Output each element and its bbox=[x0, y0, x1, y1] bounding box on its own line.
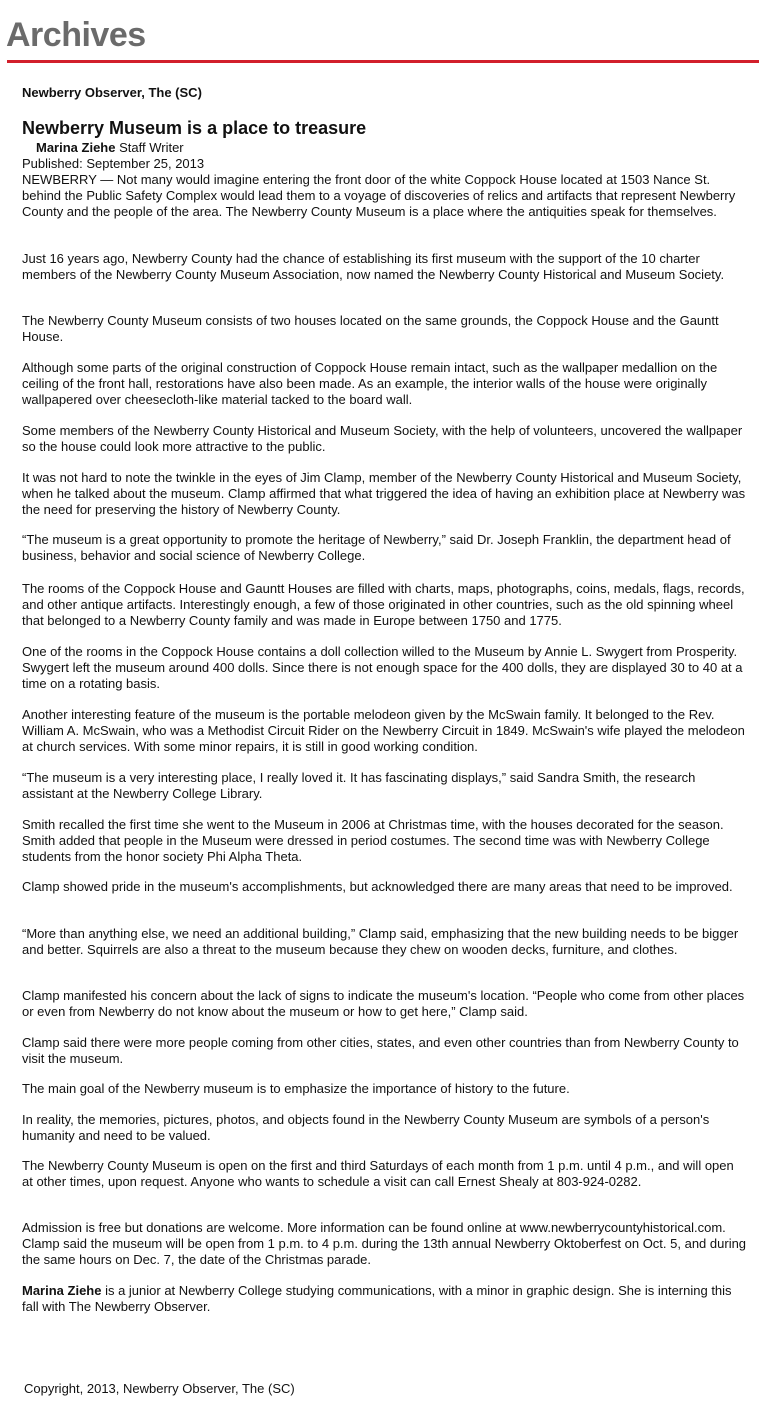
article-paragraph: Just 16 years ago, Newberry County had the chance of establishing its first museum with the support of the 10 charter members of the Newberry County Museum Association, now named the Newberry County Historical and Museum Society. bbox=[22, 251, 725, 282]
article-paragraph: “More than anything else, we need an additional building,” Clamp said, emphasizing that the new building needs to be bigger and better. Squirrels are also a threat to the museum because they chew on wooden decks, furniture, and clothes. bbox=[22, 926, 739, 957]
author-bio-text: is a junior at Newberry College studying communications, with a minor in graphic design. She is interning this fall with The Newberry Observer. bbox=[22, 1283, 732, 1314]
byline bbox=[36, 140, 184, 156]
article-paragraph: It was not hard to note the twinkle in the eyes of Jim Clamp, member of the Newberry County Historical and Museum Society, when he talked about the museum. Clamp affirmed that what triggered the idea of having an exhibition place at Newberry was the need for preserving the history of Newberry County. bbox=[22, 470, 746, 517]
article-paragraph: Smith recalled the first time she went to the Museum in 2006 at Christmas time, with the houses decorated for the season. Smith added that people in the Museum were dressed in period costumes. The second time was with Newberry College students from the honor society Phi Alpha Theta. bbox=[22, 817, 724, 864]
article-paragraph: Admission is free but donations are welcome. More information can be found online at www.newberrycountyhistorical.com. Clamp said the museum will be open from 1 p.m. to 4 p.m. during the 13th annual Newberry Oktoberfest on Oct. 5, and during the same hours on Dec. 7, the date of the Christmas parade. bbox=[22, 1220, 747, 1267]
article-paragraph: Clamp manifested his concern about the lack of signs to indicate the museum's location. “People who come from other places or even from Newberry do not know about the museum or how to get here,” Clamp said. bbox=[22, 988, 745, 1019]
copyright-notice: Copyright, 2013, Newberry Observer, The (SC) bbox=[24, 1381, 295, 1396]
article-paragraph: “The museum is a great opportunity to promote the heritage of Newberry,” said Dr. Joseph Franklin, the department head of business, behavior and social science of Newberry College. bbox=[22, 532, 731, 563]
article-paragraph: The rooms of the Coppock House and Gauntt Houses are filled with charts, maps, photographs, coins, medals, flags, records, and other antique artifacts. Interestingly enough, a few of those originated in other countries, such as the old spinning wheel that belonged to a Newberry County family and was made in Europe between 1750 and 1775. bbox=[22, 581, 745, 628]
page-header bbox=[0, 0, 759, 64]
article-paragraph: One of the rooms in the Coppock House contains a doll collection willed to the Museum by Annie L. Swygert from Prosperity. Swygert left the museum around 400 dolls. Since there is not enough space for the 400 dolls, they are displayed 30 to 40 at a time on a rotating basis. bbox=[22, 644, 743, 691]
byline-author: Marina Ziehe bbox=[36, 140, 116, 155]
article-paragraph: Some members of the Newberry County Historical and Museum Society, with the help of volunteers, uncovered the wallpaper so the house could look more attractive to the public. bbox=[22, 423, 743, 454]
byline-role: Staff Writer bbox=[119, 140, 184, 155]
article-paragraph: Another interesting feature of the museum is the portable melodeon given by the McSwain family. It belonged to the Rev. William A. McSwain, who was a Methodist Circuit Rider on the Newberry Circuit in 1849. McSwain's wife played the melodeon at church services. With some minor repairs, it is still in good working condition. bbox=[22, 707, 745, 754]
author-bio bbox=[22, 1283, 748, 1315]
published-date: Published: September 25, 2013 bbox=[22, 156, 205, 171]
article-paragraph: “The museum is a very interesting place, I really loved it. It has fascinating displays,” said Sandra Smith, the research assistant at the Newberry College Library. bbox=[22, 770, 696, 801]
article-paragraph: NEWBERRY — Not many would imagine entering the front door of the white Coppock House located at 1503 Nance St. behind the Public Safety Complex would lead them to a voyage of discoveries of relics and artifacts that represent Newberry County and the people of the area. The Newberry County Museum is a place where the antiquities speak for themselves. bbox=[22, 172, 736, 219]
article-paragraph: The Newberry County Museum is open on the first and third Saturdays of each month from 1 p.m. until 4 p.m., and will open at other times, upon request. Anyone who wants to schedule a visit can call Ernest Shealy at 803-924-0282. bbox=[22, 1158, 734, 1189]
article-paragraph: The main goal of the Newberry museum is to emphasize the importance of history to the future. bbox=[22, 1081, 570, 1096]
article-paragraph: Although some parts of the original construction of Coppock House remain intact, such as the wallpaper medallion on the ceiling of the front hall, restorations have also been made. As an example, the interior walls of the house were originally wallpapered over cheesecloth-like material tacked to the board wall. bbox=[22, 360, 718, 407]
article-paragraph: Clamp showed pride in the museum's accomplishments, but acknowledged there are many areas that need to be improved. bbox=[22, 879, 733, 894]
article-paragraph: In reality, the memories, pictures, photos, and objects found in the Newberry County Museum are symbols of a person's humanity and need to be valued. bbox=[22, 1112, 710, 1143]
article-headline: Newberry Museum is a place to treasure bbox=[22, 118, 367, 138]
archives-title: Archives bbox=[6, 16, 146, 54]
header-divider bbox=[7, 60, 759, 63]
publication-source: Newberry Observer, The (SC) bbox=[22, 85, 202, 100]
article-paragraph: The Newberry County Museum consists of two houses located on the same grounds, the Coppock House and the Gauntt House. bbox=[22, 313, 719, 344]
article-paragraph: Clamp said there were more people coming from other cities, states, and even other countries than from Newberry County to visit the museum. bbox=[22, 1035, 739, 1066]
author-bio-name: Marina Ziehe bbox=[22, 1283, 102, 1298]
